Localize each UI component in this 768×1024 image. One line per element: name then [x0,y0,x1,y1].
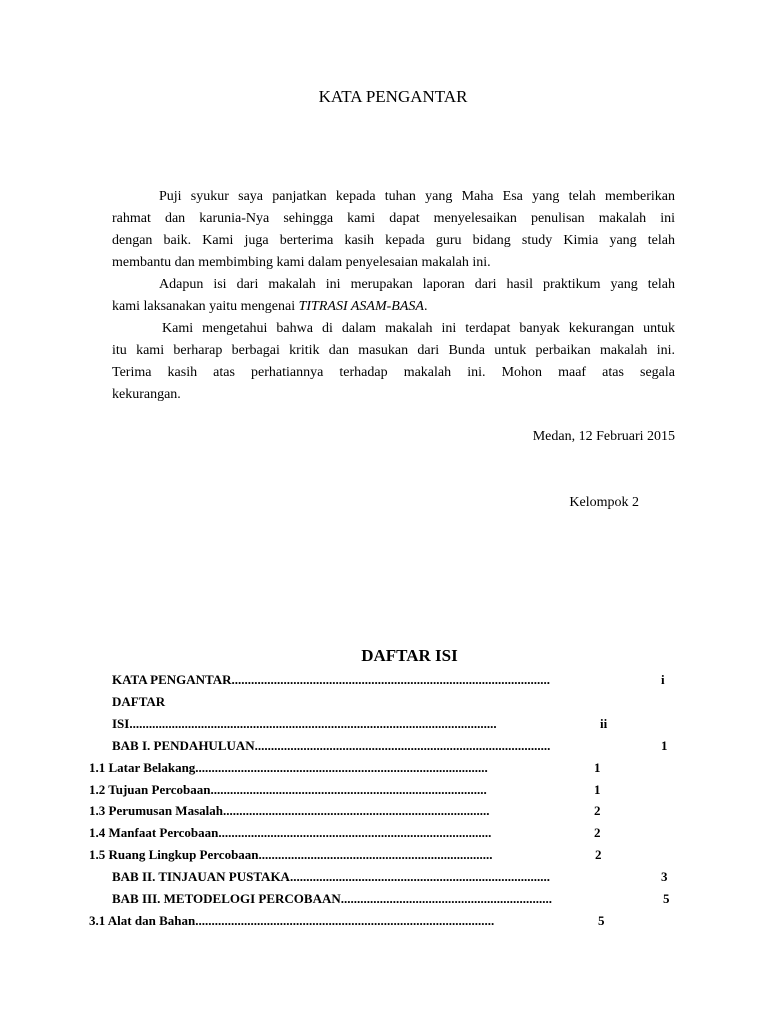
toc-entry: 1.4 Manfaat Percobaan.................................................................................... [89,825,492,840]
toc-page-number: 2 [594,803,601,818]
p2-emphasis: TITRASI ASAM-BASA [298,299,424,314]
toc-page-number: 3 [661,869,668,884]
toc-page-number: 1 [594,760,601,775]
preface-paragraph-3 [112,318,675,406]
toc-page-number: 1 [661,738,668,753]
toc-entry: 1.1 Latar Belakang.......................................................................................... [89,760,488,775]
toc-entry: KATA PENGANTAR.................................................................................................. [112,672,551,687]
signature: Kelompok 2 [569,495,639,510]
toc-title: DAFTAR ISI [361,646,458,665]
toc-entry: 1.5 Ruang Lingkup Percobaan........................................................................ [89,847,493,862]
toc-entry: 1.3 Perumusan Masalah.................................................................................. [89,803,490,818]
toc-page-number: i [661,672,665,687]
p2-line: Adapun isi dari makalah ini merupakan laporan dari hasil praktikum yang telah [159,277,675,292]
toc-page-number: 5 [598,913,605,928]
toc-entry: 1.2 Tujuan Percobaan..................................................................................... [89,782,487,797]
preface-paragraph-1 [112,186,675,274]
p2-period: . [423,299,428,314]
p3-line: itu kami berharap berbagai kritik dan masukan dari Bunda untuk perbaikan makalah ini. [112,343,675,358]
toc-entry: BAB III. METODELOGI PERCOBAAN................................................................. [112,891,552,906]
p1-line: rahmat dan karunia-Nya sehingga kami dapat menyelesaikan penulisan makalah ini [112,211,675,226]
toc-page-number: 2 [594,825,601,840]
preface-paragraph-2 [112,274,675,318]
p3-line: kekurangan. [112,387,181,402]
p1-line: dengan baik. Kami juga berterima kasih kepada guru bidang study Kimia yang telah [112,233,675,248]
place-date: Medan, 12 Februari 2015 [532,429,675,444]
toc-entry: BAB I. PENDAHULUAN........................................................................................... [112,738,551,753]
preface-title: KATA PENGANTAR [318,87,468,106]
toc-entry: ISI................................................................................................................. [112,716,497,731]
toc-entry: BAB II. TINJAUAN PUSTAKA................................................................................ [112,869,550,884]
toc-entry: DAFTAR [112,694,166,709]
toc-page-number: ii [600,716,608,731]
p2-text: kami laksanakan yaitu mengenai [112,299,299,314]
toc-page-number: 2 [595,847,602,862]
p3-line: Kami mengetahui bahwa di dalam makalah ini terdapat banyak kekurangan untuk [162,321,675,336]
p1-line: membantu dan membimbing kami dalam penyelesaian makalah ini. [112,255,491,270]
toc-page-number: 5 [663,891,670,906]
p3-line: Terima kasih atas perhatiannya terhadap makalah ini. Mohon maaf atas segala [112,365,675,380]
toc-page-number: 1 [594,782,601,797]
p1-line: Puji syukur saya panjatkan kepada tuhan yang Maha Esa yang telah memberikan [159,189,675,204]
toc-entry: 3.1 Alat dan Bahan............................................................................................ [89,913,495,928]
p2-line-last [112,296,675,318]
